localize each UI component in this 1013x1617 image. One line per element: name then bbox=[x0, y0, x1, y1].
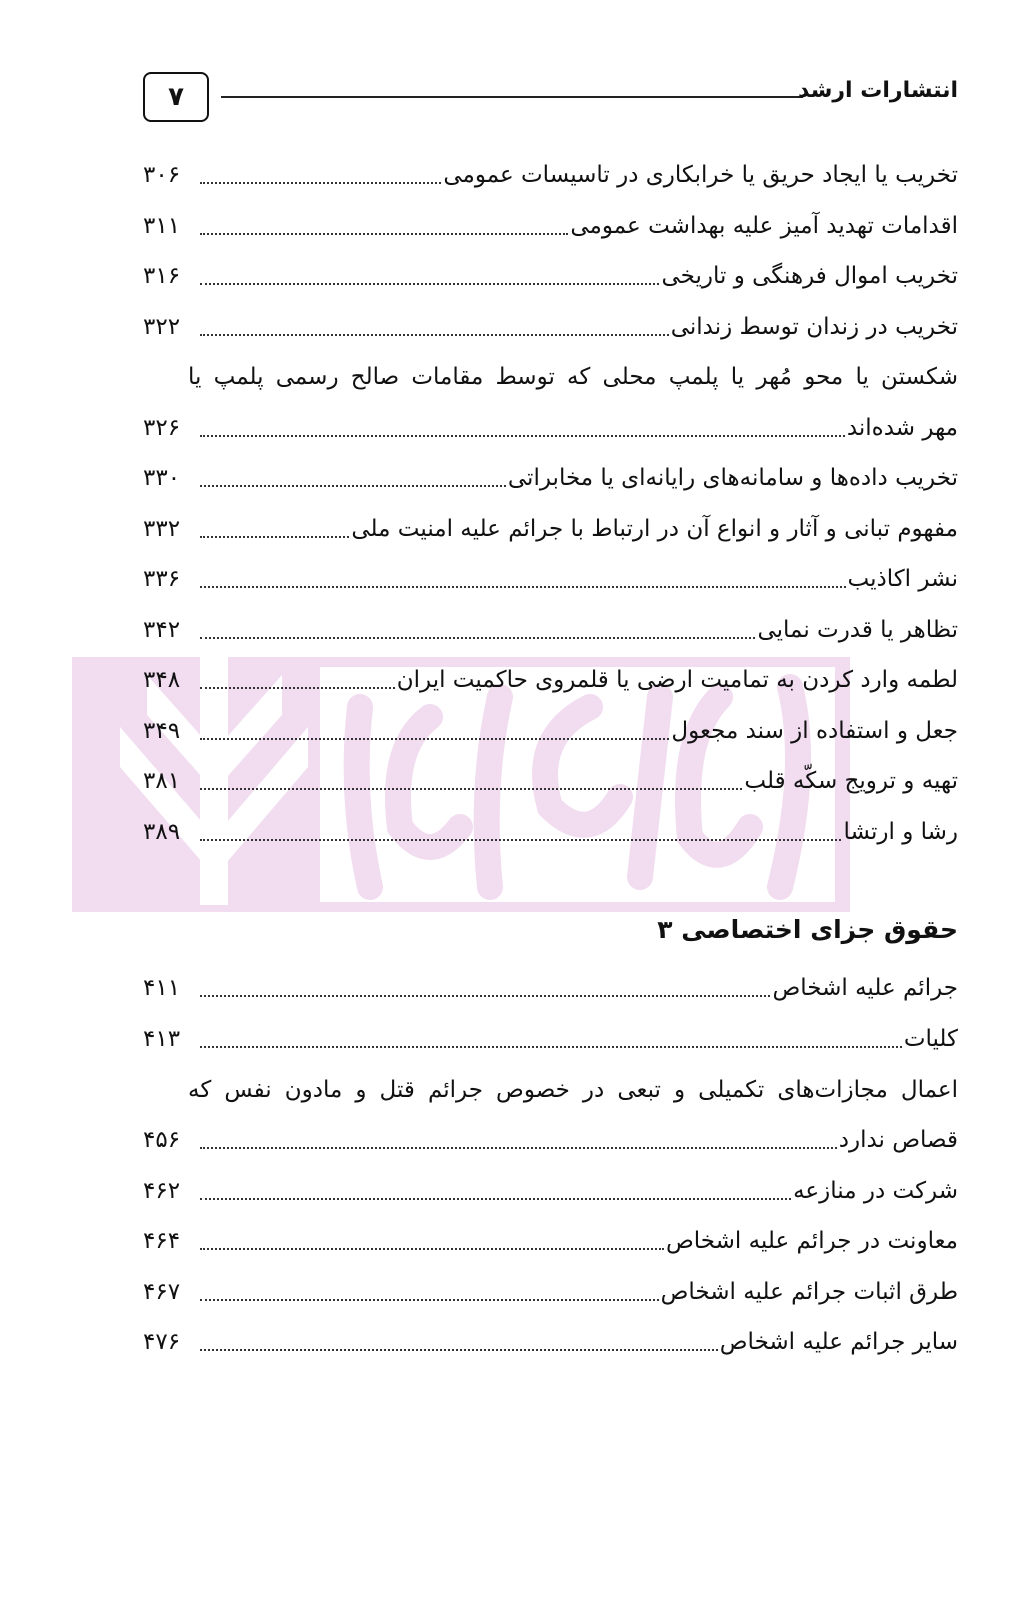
dot-leader bbox=[200, 267, 659, 285]
header-rule bbox=[221, 96, 803, 98]
toc-entry[interactable] bbox=[143, 206, 958, 246]
toc-entry-title: نشر اکاذیب bbox=[847, 566, 958, 592]
dot-leader bbox=[200, 671, 395, 689]
toc-entry-page: ۴۷۶ bbox=[143, 1329, 181, 1355]
dot-leader bbox=[200, 1182, 791, 1200]
toc-entry-title: طرق اثبات جرائم علیه اشخاص bbox=[660, 1279, 958, 1305]
toc-entry-page: ۴۶۲ bbox=[143, 1178, 181, 1204]
toc-entry-title: شکستن یا محو مُهر یا پلمپ محلی که توسط مقامات صالح رسمی پلمپ یا bbox=[188, 364, 958, 390]
dot-leader bbox=[200, 469, 506, 487]
toc-entry-page: ۳۳۰ bbox=[143, 465, 181, 491]
toc-entry[interactable] bbox=[143, 1019, 958, 1059]
toc-entry-title: مهر شده‌اند bbox=[846, 415, 958, 441]
toc-entry-page: ۴۱۳ bbox=[143, 1026, 181, 1052]
toc-entry-title: جعل و استفاده از سند مجعول bbox=[671, 718, 958, 744]
toc-entry[interactable] bbox=[143, 408, 958, 448]
toc-entry[interactable] bbox=[143, 1171, 958, 1211]
toc-entry-title: تخریب داده‌ها و سامانه‌های رایانه‌ای یا مخابراتی bbox=[507, 465, 958, 491]
toc-entry[interactable] bbox=[143, 559, 958, 599]
toc-entry[interactable] bbox=[143, 660, 958, 700]
dot-leader bbox=[200, 1131, 837, 1149]
dot-leader bbox=[200, 621, 755, 639]
dot-leader bbox=[200, 520, 349, 538]
toc-entry-page: ۳۸۱ bbox=[143, 768, 181, 794]
toc-entry[interactable] bbox=[143, 711, 958, 751]
toc-entry-title: معاونت در جرائم علیه اشخاص bbox=[665, 1228, 958, 1254]
toc-entry-page: ۴۱۱ bbox=[143, 975, 181, 1001]
toc-entry-title: رشا و ارتشا bbox=[843, 819, 958, 845]
dot-leader bbox=[200, 570, 846, 588]
toc-entry-page: ۳۱۶ bbox=[143, 263, 181, 289]
toc-entry-page: ۳۴۸ bbox=[143, 667, 181, 693]
toc-entry-title: کلیات bbox=[903, 1026, 958, 1052]
toc-entry[interactable] bbox=[143, 509, 958, 549]
toc-entry-title: لطمه وارد کردن به تمامیت ارضی یا قلمروی حاکمیت ایران bbox=[396, 667, 958, 693]
toc-entry-page: ۳۴۹ bbox=[143, 718, 181, 744]
toc-entry[interactable] bbox=[143, 307, 958, 347]
dot-leader bbox=[200, 419, 845, 437]
dot-leader bbox=[200, 823, 841, 841]
toc-entry[interactable] bbox=[143, 1322, 958, 1362]
page-number: ۷ bbox=[168, 82, 184, 112]
toc-entry-page: ۳۳۶ bbox=[143, 566, 181, 592]
toc-entry-title: اعمال مجازات‌های تکمیلی و تبعی در خصوص جرائم قتل و مادون نفس که bbox=[188, 1077, 958, 1103]
toc-entry-title: تخریب در زندان توسط زندانی bbox=[670, 314, 958, 340]
toc-entry[interactable] bbox=[143, 761, 958, 801]
dot-leader bbox=[200, 1283, 659, 1301]
dot-leader bbox=[200, 318, 669, 336]
running-header bbox=[143, 72, 958, 124]
toc-entry-page: ۳۲۲ bbox=[143, 314, 181, 340]
toc-entry[interactable] bbox=[143, 1221, 958, 1261]
page-number-box bbox=[143, 72, 209, 122]
toc-entry-page: ۴۶۴ bbox=[143, 1228, 181, 1254]
toc-entry-page: ۳۸۹ bbox=[143, 819, 181, 845]
toc-entry-title: جرائم علیه اشخاص bbox=[772, 975, 958, 1001]
toc-entry-title: تخریب اموال فرهنگی و تاریخی bbox=[661, 263, 958, 289]
toc-entry[interactable] bbox=[143, 256, 958, 296]
toc-entry-title: شرکت در منازعه bbox=[793, 1178, 958, 1204]
toc-entry-page: ۳۱۱ bbox=[143, 213, 181, 239]
toc-entry-title: قصاص ندارد bbox=[838, 1127, 958, 1153]
toc-entry-title: تخریب یا ایجاد حریق یا خرابکاری در تاسیسات عمومی bbox=[443, 162, 958, 188]
dot-leader bbox=[200, 217, 568, 235]
section-heading: حقوق جزای اختصاصی ۳ bbox=[657, 915, 958, 944]
toc-entry-title: تهیه و ترویج سکّه قلب bbox=[744, 768, 958, 794]
dot-leader bbox=[200, 772, 742, 790]
dot-leader bbox=[200, 1232, 664, 1250]
toc-entry[interactable] bbox=[143, 968, 958, 1008]
toc-entry-continued[interactable] bbox=[143, 357, 958, 397]
dot-leader bbox=[200, 979, 770, 997]
toc-entry[interactable] bbox=[143, 458, 958, 498]
dot-leader bbox=[200, 1333, 718, 1351]
toc-entry[interactable] bbox=[143, 610, 958, 650]
toc-entry[interactable] bbox=[143, 1272, 958, 1312]
toc-entry[interactable] bbox=[143, 1120, 958, 1160]
toc-entry-page: ۳۳۲ bbox=[143, 516, 181, 542]
toc-entry-title: اقدامات تهدید آمیز علیه بهداشت عمومی bbox=[570, 213, 958, 239]
dot-leader bbox=[200, 722, 669, 740]
toc-entry-title: سایر جرائم علیه اشخاص bbox=[719, 1329, 958, 1355]
toc-entry-continued[interactable] bbox=[143, 1070, 958, 1110]
toc-entry-page: ۳۴۲ bbox=[143, 617, 181, 643]
toc-entry-page: ۴۵۶ bbox=[143, 1127, 181, 1153]
toc-entry-title: مفهوم تبانی و آثار و انواع آن در ارتباط با جرائم علیه امنیت ملی bbox=[351, 516, 958, 542]
toc-entry[interactable] bbox=[143, 155, 958, 195]
toc-entry[interactable] bbox=[143, 812, 958, 852]
toc-entry-title: تظاهر یا قدرت نمایی bbox=[757, 617, 958, 643]
toc-entry-page: ۴۶۷ bbox=[143, 1279, 181, 1305]
publisher-name: انتشارات ارشد bbox=[798, 78, 958, 103]
toc-entry-page: ۳۲۶ bbox=[143, 415, 181, 441]
dot-leader bbox=[200, 1030, 902, 1048]
toc-entry-page: ۳۰۶ bbox=[143, 162, 181, 188]
dot-leader bbox=[200, 166, 441, 184]
